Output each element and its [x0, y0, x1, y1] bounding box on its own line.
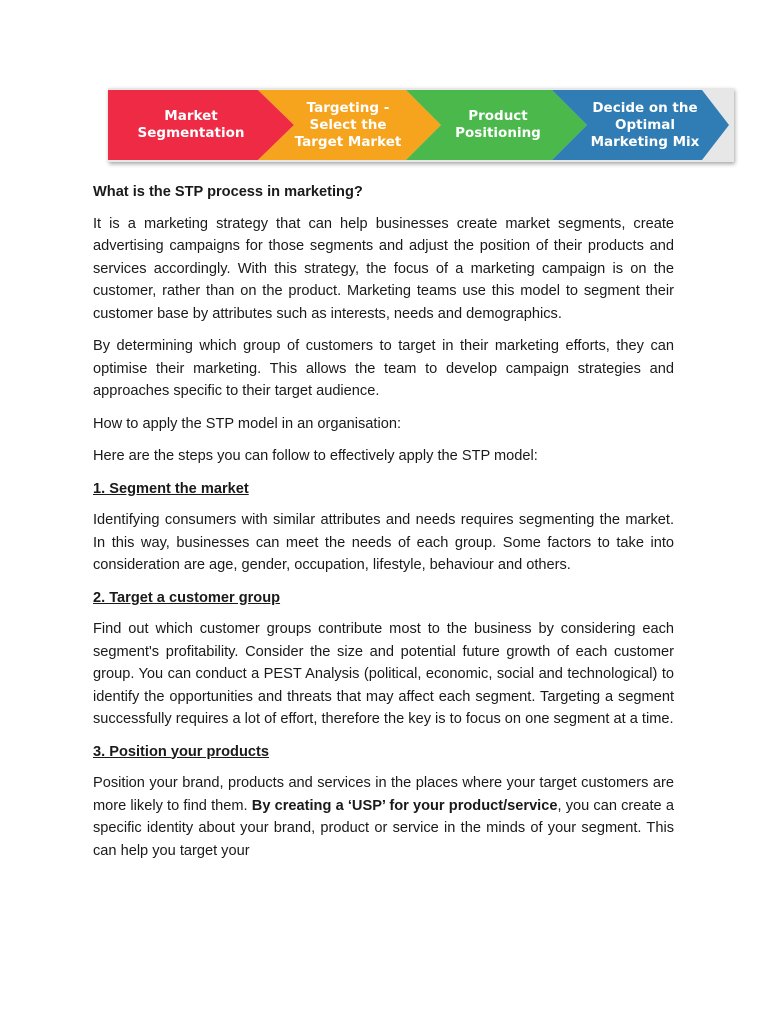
article-question: What is the STP process in marketing?: [93, 184, 363, 200]
step-label-marketing-mix: Decide on the Optimal Marketing Mix: [590, 99, 700, 150]
intro-paragraph: It is a marketing strategy that can help businesses create market segments, create advertising campaigns for those segments and adjust the position of their products and services accordingly. With this strategy, the focus of a marketing campaign is on the customer, rather than on the product. Marketing teams use this model to segment their customer base by attributes such as interests, needs and demographics.: [93, 215, 674, 322]
step-label-targeting: Targeting - Select the Target Market: [294, 99, 402, 150]
position-text-end: , you can create a specific identity about your brand, product or service in the minds of your segment. This can help you target your: [93, 797, 674, 859]
section-body-position: [93, 772, 674, 862]
section-body-segment: Identifying consumers with similar attributes and needs requires segmenting the market. In this way, businesses can meet the needs of each group. Some factors to take into consideration are age, gender, occupation, lifestyle, behaviour and others.: [93, 512, 674, 573]
intro-paragraph-2: By determining which group of customers to target in their marketing efforts, they can optimise their marketing. This allows the team to develop campaign strategies and approaches specific to their target audience.: [93, 338, 674, 399]
how-to-line: How to apply the STP model in an organisation:: [93, 415, 402, 432]
usp-emphasis: By creating a ‘USP’ for your product/service: [251, 797, 558, 814]
position-text-start: Position your brand, products and services in the places where your target customers are more likely to find them.: [93, 775, 674, 814]
step-label-positioning: Product Positioning: [455, 108, 541, 141]
section-heading-target: 2. Target a customer group: [93, 589, 281, 606]
section-heading-segment: 1. Segment the market: [93, 480, 249, 497]
steps-intro-line: Here are the steps you can follow to effectively apply the STP model:: [93, 448, 538, 464]
section-heading-position: 3. Position your products: [93, 743, 269, 760]
section-body-target: Find out which customer groups contribute most to the business by considering each segment's profitability. Consider the size and potential future growth of each customer group. You can conduct a PEST Analysis (political, economic, social and technological) to identify the opportunities and threats that may affect each segment. Targeting a segment successfully requires a lot of effort, therefore the key is to focus on one segment at a time.: [93, 621, 674, 727]
step-label-segmentation: Market Segmentation: [137, 108, 245, 141]
stp-process-diagram: [108, 88, 734, 162]
article-body: [93, 181, 674, 872]
